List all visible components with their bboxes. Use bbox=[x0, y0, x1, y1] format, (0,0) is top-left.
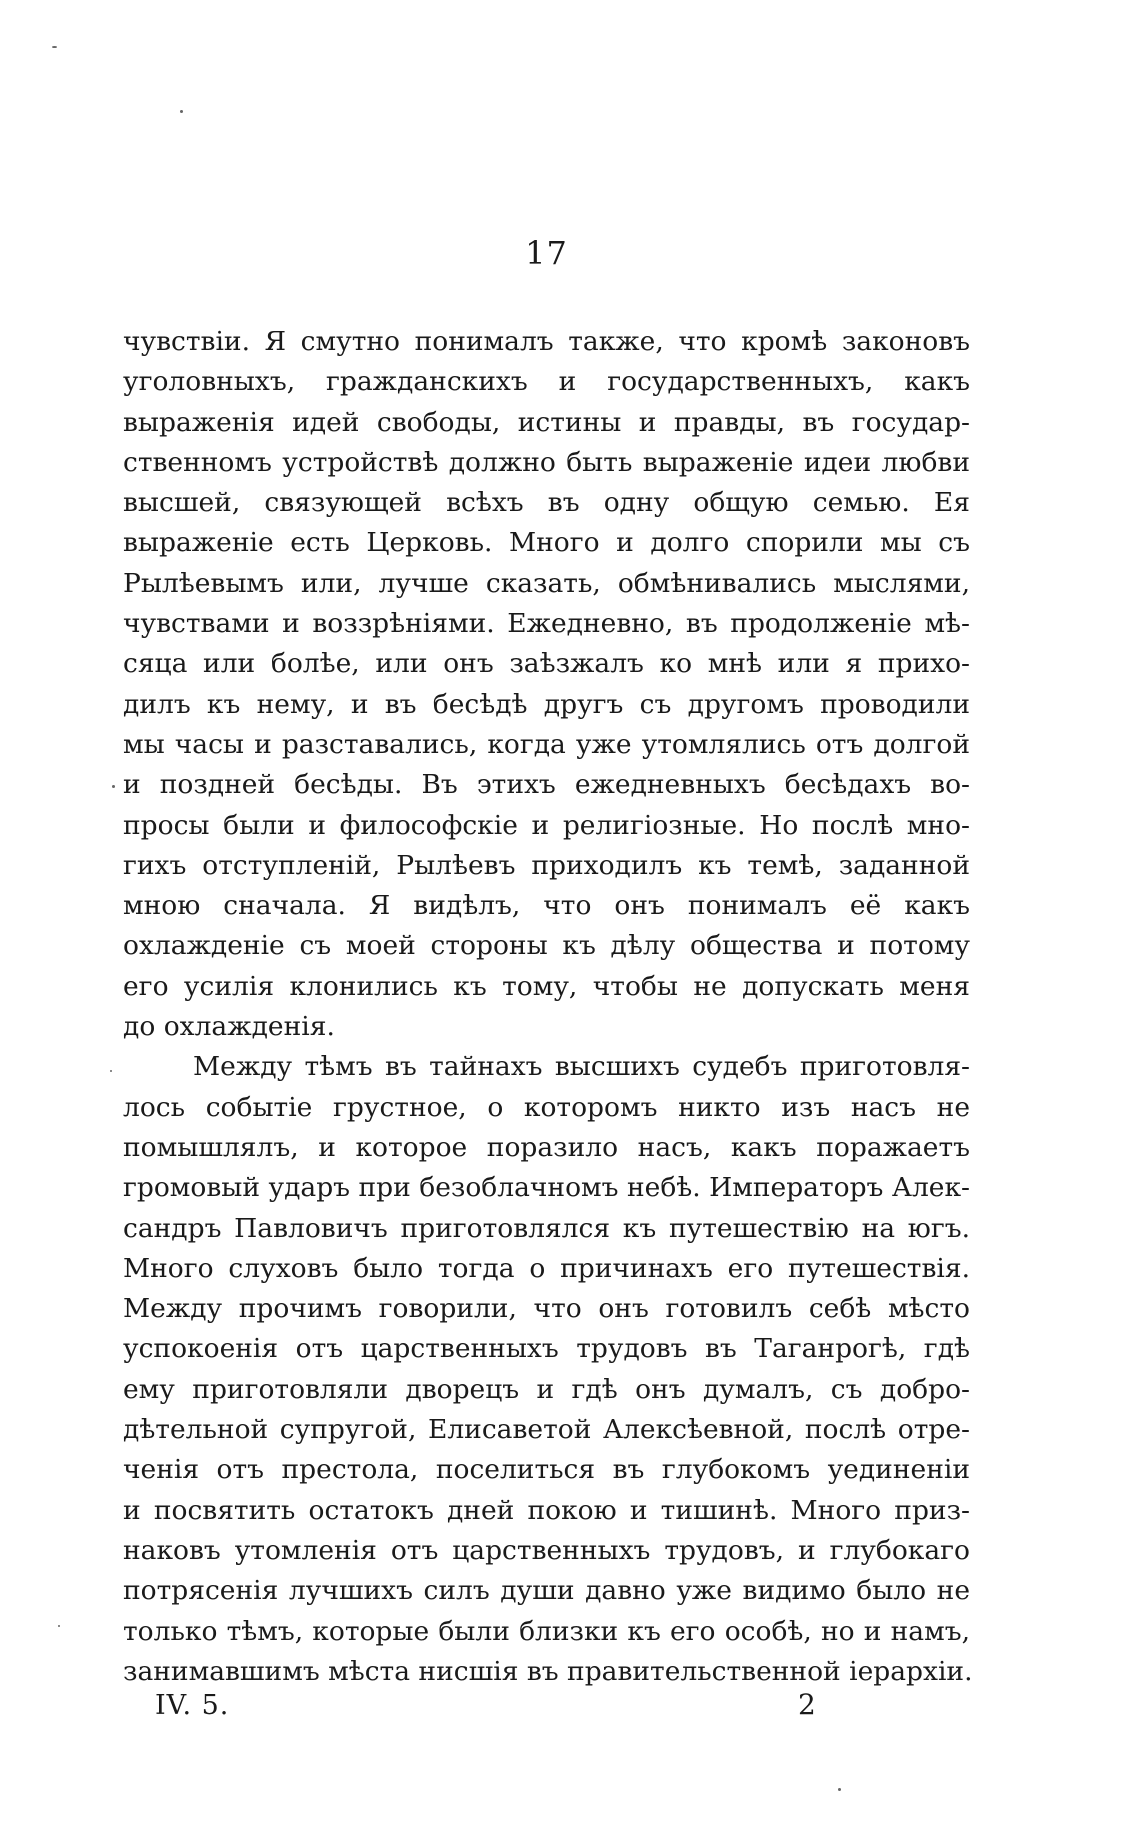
text-line: уголовныхъ, гражданскихъ и государственныхъ, какъ bbox=[123, 366, 970, 398]
text-line: и посвятить остатокъ дней покою и тишинѣ. Много приз- bbox=[123, 1494, 970, 1526]
paper-speck bbox=[838, 1788, 841, 1791]
text-line: Много слуховъ было тогда о причинахъ его путешествiя. bbox=[123, 1252, 970, 1284]
text-line: лось событiе грустное, о которомъ никто изъ насъ не bbox=[123, 1091, 970, 1123]
paper-speck bbox=[110, 1070, 112, 1072]
text-line: охлажденiе съ моей стороны къ дѣлу общества и потому bbox=[123, 930, 970, 962]
text-line: наковъ утомленiя отъ царственныхъ трудовъ, и глубокаго bbox=[123, 1534, 970, 1566]
text-line: высшей, связующей всѣхъ въ одну общую семью. Ея bbox=[123, 487, 970, 519]
text-line: его усилiя клонились къ тому, чтобы не допускать меня bbox=[123, 970, 970, 1002]
paper-speck bbox=[58, 1625, 60, 1627]
sheet-number: 2 bbox=[798, 1688, 816, 1721]
text-line: сяца или болѣе, или онъ заѣзжалъ ко мнѣ или я прихо- bbox=[123, 648, 970, 680]
paper-speck bbox=[112, 785, 115, 788]
text-line: гихъ отступленiй, Рылѣевъ приходилъ къ темѣ, заданной bbox=[123, 849, 970, 881]
paragraph-start-line: Между тѣмъ въ тайнахъ высшихъ судебъ приготовля- bbox=[193, 1051, 970, 1083]
paragraph-end-line: до охлажденiя. bbox=[123, 1011, 335, 1043]
text-line: ственномъ устройствѣ должно быть выраженiе идеи любви bbox=[123, 446, 970, 478]
body-text bbox=[123, 322, 973, 1692]
text-line: ему приготовляли дворецъ и гдѣ онъ думалъ, съ добро- bbox=[123, 1373, 970, 1405]
text-line: просы были и философскiе и религiозные. Но послѣ мно- bbox=[123, 809, 970, 841]
text-line: Между прочимъ говорили, что онъ готовилъ себѣ мѣсто bbox=[123, 1293, 970, 1325]
text-line: выраженiе есть Церковь. Много и долго спорили мы съ bbox=[123, 527, 970, 559]
printer-signature: IV. 5. bbox=[155, 1690, 230, 1721]
text-line: ченiя отъ престола, поселиться въ глубокомъ уединенiи bbox=[123, 1454, 970, 1486]
text-line: сандръ Павловичъ приготовлялся къ путешествiю на югъ. bbox=[123, 1212, 970, 1244]
text-line: только тѣмъ, которые были близки къ его особѣ, но и намъ, bbox=[123, 1615, 970, 1647]
text-line: Рылѣевымъ или, лучше сказать, обмѣнивались мыслями, bbox=[123, 567, 970, 599]
text-line: дилъ къ нему, и въ бесѣдѣ другъ съ другомъ проводили bbox=[123, 688, 970, 720]
text-line: чувствами и воззрѣнiями. Ежедневно, въ продолженiе мѣ- bbox=[123, 608, 970, 640]
text-line: занимавшимъ мѣста нисшiя въ правительственной iерархiи. bbox=[123, 1655, 973, 1687]
text-line: успокоенiя отъ царственныхъ трудовъ въ Таганрогѣ, гдѣ bbox=[123, 1333, 970, 1365]
paper-speck bbox=[52, 46, 57, 48]
text-line: потрясенiя лучшихъ силъ души давно уже видимо было не bbox=[123, 1575, 970, 1607]
text-line: чувствiи. Я смутно понималъ также, что кромѣ законовъ bbox=[123, 326, 970, 357]
paper-speck bbox=[180, 110, 183, 113]
text-line: мною сначала. Я видѣлъ, что онъ понималъ её какъ bbox=[123, 890, 970, 922]
page-number: 17 bbox=[525, 234, 568, 272]
text-line: дѣтельной супругой, Елисаветой Алексѣевной, послѣ отре- bbox=[123, 1414, 970, 1446]
text-line: помышлялъ, и которое поразило насъ, какъ поражаетъ bbox=[123, 1131, 970, 1163]
text-line: выраженiя идей свободы, истины и правды, въ государ- bbox=[123, 406, 970, 438]
text-line: мы часы и разставались, когда уже утомлялись отъ долгой bbox=[123, 728, 970, 760]
text-line: громовый ударъ при безоблачномъ небѣ. Императоръ Алек- bbox=[123, 1172, 970, 1204]
text-line: и поздней бесѣды. Въ этихъ ежедневныхъ бесѣдахъ во- bbox=[123, 769, 970, 801]
